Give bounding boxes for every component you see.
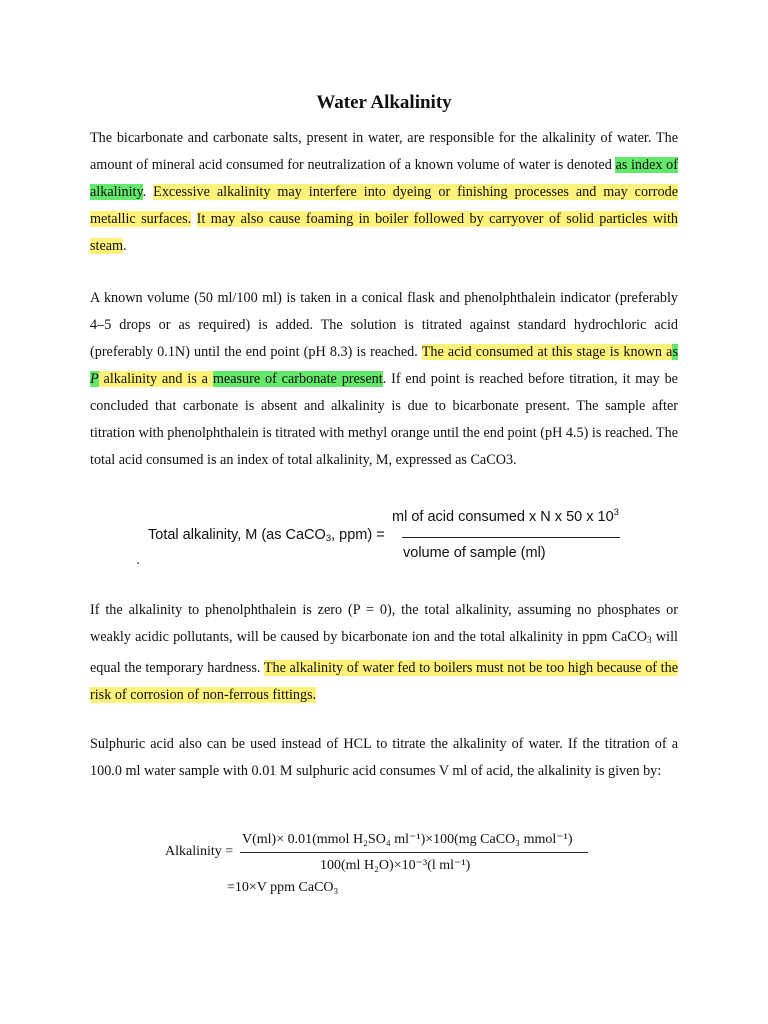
- text-run: If the alkalinity to phenolphthalein is zero (P = 0), the total alkalinity, assuming no phosphates or weakly acidic pollutants, will be caused by bicarbonate ion and the total alkalinity in ppm CaCO: [90, 602, 678, 645]
- formula-numerator: [392, 507, 619, 525]
- text-run: The bicarbonate and carbonate salts, present in water, are responsible for the alkalinity of water. The amount of mineral acid consumed for neutralization of a known volume of water is denoted: [90, 130, 678, 173]
- highlight-yellow: Excessive alkalinity may interfere into dyeing or finishing processes and may corrode metallic surfaces.: [90, 184, 678, 227]
- formula-subscript: 3: [325, 533, 332, 544]
- text-run: .: [142, 184, 154, 200]
- formula-lhs: [148, 527, 385, 544]
- highlight-yellow: alkalinity and is a: [98, 371, 213, 387]
- fraction-bar: [240, 852, 588, 853]
- highlight-green: measure of carbonate present: [212, 371, 383, 387]
- highlight-yellow: The alkalinity of water fed to boilers must not be too high because of the risk of corrosion of non-ferrous fittings.: [90, 660, 678, 703]
- text-subscript: 3: [647, 636, 652, 646]
- paragraph-procedure: [90, 285, 678, 474]
- formula-numerator-text: ml of acid consumed x N x 50 x 10: [392, 509, 614, 525]
- highlight-yellow: It may also cause foaming in boiler followed by carryover of solid particles with steam: [90, 211, 678, 254]
- text-run: Sulphuric acid also can be used instead of HCL to titrate the alkalinity of water. If the titration of a 100.0 ml water sample with 0.01 M sulphuric acid consumes V ml of acid, the alkalinity is given by:: [90, 736, 678, 779]
- formula-superscript: 3: [613, 507, 619, 518]
- paragraph-sulphuric-acid: [90, 731, 678, 785]
- paragraph-phenolphthalein-zero: [90, 597, 678, 709]
- formula2-lhs: Alkalinity =: [165, 844, 234, 859]
- highlight-green: P: [90, 371, 99, 387]
- text-run: A known volume (50 ml/100 ml) is taken in a conical flask and phenolphthalein indicator (preferably 4–5 drops or as required) is added. The solution is titrated against standard hydrochloric acid (preferably 0.1N) until the end point (pH 8.3) is reached.: [90, 290, 678, 360]
- formula2-denominator: 100(ml H₂O)×10⁻³(l ml⁻¹): [320, 858, 471, 873]
- text-run: will equal the temporary hardness.: [90, 629, 678, 676]
- stray-dot: [137, 562, 139, 564]
- formula-lhs-text: Total alkalinity, M (as CaCO: [148, 527, 326, 543]
- fraction-bar: [402, 537, 620, 538]
- page-title: Water Alkalinity: [316, 92, 452, 113]
- text-run: . If end point is reached before titration, it may be concluded that carbonate is absent and alkalinity is due to bicarbonate present. The sample after titration with phenolphthalein is titrated with methyl orange until the end point (pH 4.5) is reached. The total acid consumed is an index of total alkalinity, M, expressed as CaCO3.: [90, 371, 678, 468]
- paragraph-intro: [90, 125, 678, 260]
- formula2-result: =10×V ppm CaCO₃: [227, 880, 339, 895]
- text-run: [191, 211, 196, 227]
- formula-denominator: volume of sample (ml): [403, 545, 546, 561]
- highlight-yellow: The acid consumed at this stage is known a: [421, 344, 673, 360]
- text-run: .: [123, 238, 127, 254]
- formula-lhs-text: , ppm) =: [331, 527, 385, 543]
- highlight-green: s: [672, 344, 679, 360]
- formula2-numerator: V(ml)× 0.01(mmol H₂SO₄ ml⁻¹)×100(mg CaCO₃ mmol⁻¹): [242, 832, 573, 847]
- highlight-green: as index of alkalinity: [90, 157, 678, 200]
